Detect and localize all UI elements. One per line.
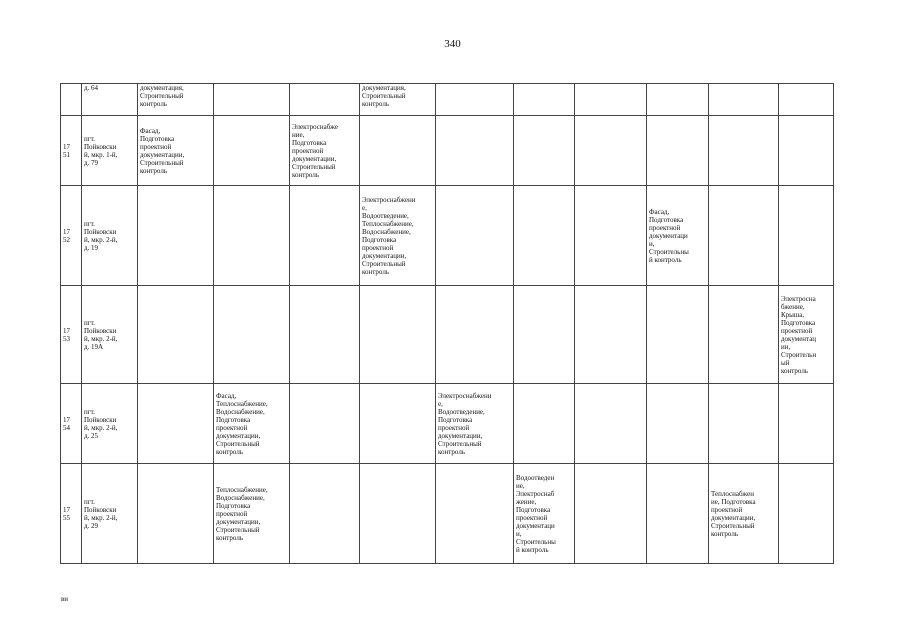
work-cell [575, 84, 647, 116]
work-cell: Электроснабжени е, Водоотведение, Теплоснабжение, Водоснабжение, Подготовка проектной документации, Строительный контроль [360, 186, 436, 286]
footer-mark: ви [61, 595, 69, 603]
work-cell [138, 286, 214, 384]
work-cell: документация, Строительный контроль [138, 84, 214, 116]
work-cell [214, 84, 290, 116]
work-cell [779, 384, 834, 464]
work-cell [779, 84, 834, 116]
work-cell [138, 186, 214, 286]
row-number-cell: 17 55 [61, 464, 82, 564]
work-cell [575, 116, 647, 186]
work-cell: Водоотведен ие, Электроснаб жение, Подготовка проектной документаци и, Строительны й контроль [514, 464, 575, 564]
table-row [61, 186, 834, 286]
work-cell [290, 84, 360, 116]
work-cell [575, 186, 647, 286]
work-cell: Фасад, Теплоснабжение, Водоснабжение, Подготовка проектной документации, Строительный контроль [214, 384, 290, 464]
work-cell [360, 286, 436, 384]
work-cell [514, 84, 575, 116]
table-row [61, 384, 834, 464]
address-cell: пгт. Пойковски й, мкр. 1-й, д. 79 [82, 116, 138, 186]
work-cell [436, 186, 514, 286]
work-cell [709, 186, 779, 286]
table-row [61, 84, 834, 116]
row-number-cell: 17 52 [61, 186, 82, 286]
work-cell [709, 286, 779, 384]
row-number-cell: 17 54 [61, 384, 82, 464]
work-cell [575, 464, 647, 564]
work-cell [779, 186, 834, 286]
row-number-cell: 17 53 [61, 286, 82, 384]
table-row [61, 464, 834, 564]
address-cell: д. 64 [82, 84, 138, 116]
work-cell: Фасад, Подготовка проектной документаци и, Строительны й контроль [647, 186, 709, 286]
work-cell [360, 384, 436, 464]
work-cell [647, 84, 709, 116]
work-cell [436, 84, 514, 116]
work-cell [214, 286, 290, 384]
row-number-cell [61, 84, 82, 116]
table-row [61, 116, 834, 186]
work-cell [709, 116, 779, 186]
work-cell [575, 286, 647, 384]
address-cell: пгт. Пойковски й, мкр. 2-й, д. 29 [82, 464, 138, 564]
work-cell: Электросна бжение, Крыша, Подготовка проектной документац ии, Строительн ый контроль [779, 286, 834, 384]
table-row [61, 286, 834, 384]
work-cell [436, 286, 514, 384]
address-cell: пгт. Пойковски й, мкр. 2-й, д. 19А [82, 286, 138, 384]
work-cell [290, 384, 360, 464]
work-cell: Электроснабже ние, Подготовка проектной документации, Строительный контроль [290, 116, 360, 186]
work-cell [709, 84, 779, 116]
work-cell: Теплоснабжен ие, Подготовка проектной документации, Строительный контроль [709, 464, 779, 564]
work-cell [514, 384, 575, 464]
work-cell [138, 464, 214, 564]
work-cell [647, 116, 709, 186]
work-cell [647, 286, 709, 384]
work-cell [290, 464, 360, 564]
work-cell [290, 286, 360, 384]
work-cell [214, 186, 290, 286]
work-cell [138, 384, 214, 464]
work-cell [360, 464, 436, 564]
work-cell: документация, Строительный контроль [360, 84, 436, 116]
work-cell: Теплоснабжение, Водоснабжение, Подготовка проектной документации, Строительный контроль [214, 464, 290, 564]
work-cell [436, 116, 514, 186]
work-schedule-table [60, 83, 834, 564]
address-cell: пгт. Пойковски й, мкр. 2-й, д. 19 [82, 186, 138, 286]
work-cell [779, 116, 834, 186]
work-cell: Фасад, Подготовка проектной документации, Строительный контроль [138, 116, 214, 186]
work-cell [514, 286, 575, 384]
work-cell [575, 384, 647, 464]
work-cell [514, 186, 575, 286]
work-cell [436, 464, 514, 564]
address-cell: пгт. Пойковски й, мкр. 2-й, д. 25 [82, 384, 138, 464]
work-cell [779, 464, 834, 564]
work-cell [709, 384, 779, 464]
work-cell [514, 116, 575, 186]
work-cell [360, 116, 436, 186]
work-cell [290, 186, 360, 286]
work-cell: Электроснабжени е, Водоотведение, Подготовка проектной документации, Строительный контроль [436, 384, 514, 464]
page-number: 340 [444, 38, 461, 50]
work-cell [647, 384, 709, 464]
work-cell [214, 116, 290, 186]
row-number-cell: 17 51 [61, 116, 82, 186]
work-cell [647, 464, 709, 564]
